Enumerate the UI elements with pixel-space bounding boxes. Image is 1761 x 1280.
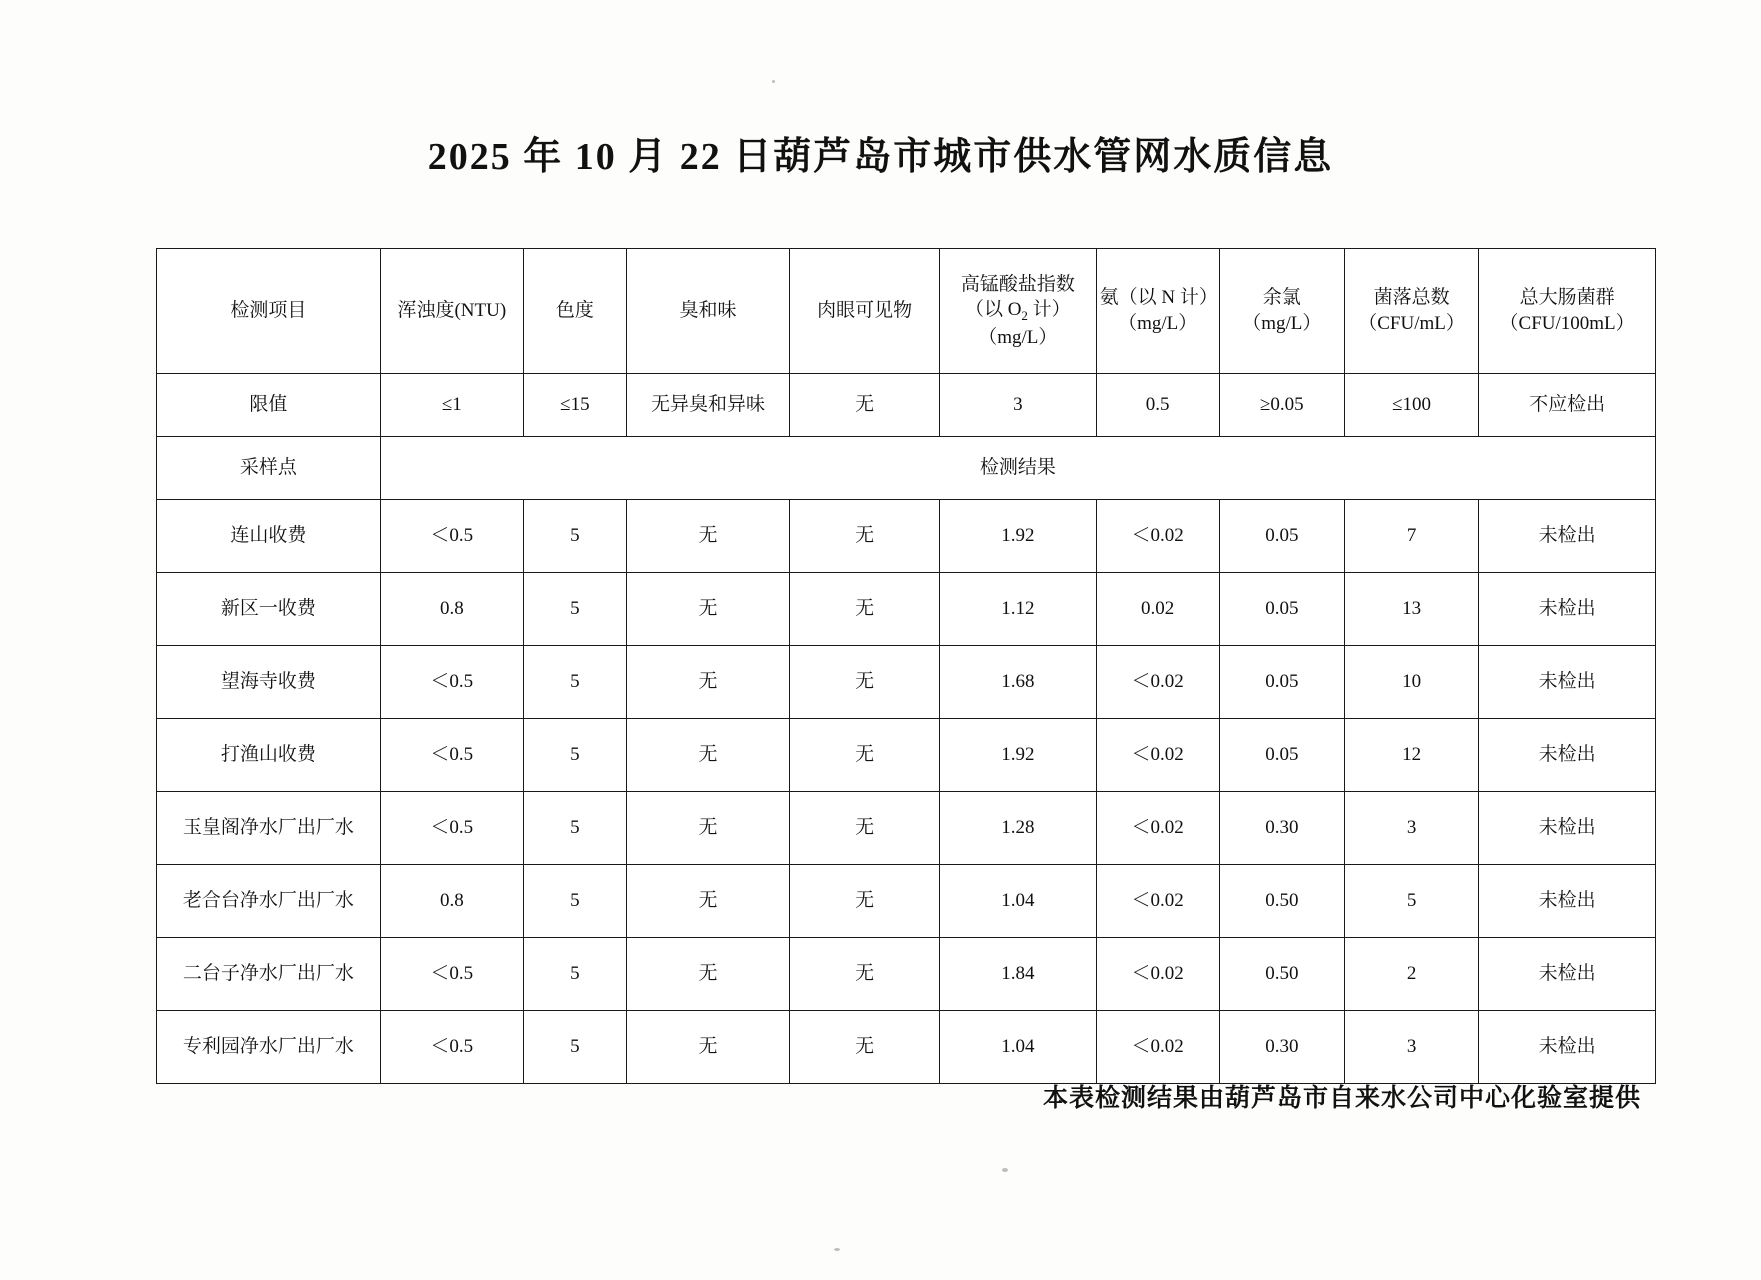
header-coliform-line1: 总大肠菌群 (1519, 287, 1615, 309)
row-site-name: 老合台净水厂出厂水 (157, 865, 381, 938)
cell-ammonia: ＜0.02 (1096, 865, 1219, 938)
cell-turbidity: ＜0.5 (380, 1011, 523, 1084)
limit-chlorine: ≥0.05 (1219, 374, 1344, 437)
cell-colony: 10 (1344, 646, 1478, 719)
table-row (157, 646, 1656, 719)
row-site-name: 新区一收费 (157, 573, 381, 646)
cell-permanganate: 1.68 (940, 646, 1097, 719)
limit-chroma: ≤15 (523, 374, 626, 437)
cell-ammonia: 0.02 (1096, 573, 1219, 646)
cell-odor: 无 (626, 865, 789, 938)
cell-odor: 无 (626, 938, 789, 1011)
cell-turbidity: ＜0.5 (380, 500, 523, 573)
cell-colony: 2 (1344, 938, 1478, 1011)
cell-colony: 3 (1344, 1011, 1478, 1084)
cell-coliform: 未检出 (1479, 719, 1656, 792)
header-permanganate-line3: （mg/L） (978, 326, 1058, 348)
header-odor: 臭和味 (626, 249, 789, 374)
row-site-name: 打渔山收费 (157, 719, 381, 792)
limit-turbidity: ≤1 (380, 374, 523, 437)
header-residual-chlorine (1219, 249, 1344, 374)
page-title: 2025 年 10 月 22 日葫芦岛市城市供水管网水质信息 (427, 136, 1334, 178)
test-result-label: 检测结果 (380, 437, 1655, 500)
table-row (157, 500, 1656, 573)
limit-coliform: 不应检出 (1479, 374, 1656, 437)
row-site-name: 专利园净水厂出厂水 (157, 1011, 381, 1084)
cell-chlorine: 0.50 (1219, 938, 1344, 1011)
scan-speck (1002, 1168, 1008, 1172)
cell-permanganate: 1.92 (940, 719, 1097, 792)
table-row (157, 792, 1656, 865)
table-body (157, 374, 1656, 1084)
table-row (157, 865, 1656, 938)
cell-ammonia: ＜0.02 (1096, 792, 1219, 865)
cell-turbidity: ＜0.5 (380, 938, 523, 1011)
header-permanganate-line2-pre: （以 O (964, 299, 1022, 321)
cell-visible-matter: 无 (790, 1011, 940, 1084)
cell-chlorine: 0.50 (1219, 865, 1344, 938)
cell-visible-matter: 无 (790, 573, 940, 646)
cell-coliform: 未检出 (1479, 573, 1656, 646)
table-header (157, 249, 1656, 374)
cell-visible-matter: 无 (790, 646, 940, 719)
limit-ammonia: 0.5 (1096, 374, 1219, 437)
row-site-name: 连山收费 (157, 500, 381, 573)
header-chroma: 色度 (523, 249, 626, 374)
header-ammonia-line2: （mg/L） (1118, 313, 1198, 334)
header-row (157, 249, 1656, 374)
water-quality-table (156, 248, 1656, 1084)
cell-chroma: 5 (523, 646, 626, 719)
cell-chlorine: 0.05 (1219, 719, 1344, 792)
header-permanganate-line2-post: 计） (1027, 299, 1071, 321)
cell-chroma: 5 (523, 1011, 626, 1084)
cell-chroma: 5 (523, 792, 626, 865)
table-row (157, 938, 1656, 1011)
cell-odor: 无 (626, 792, 789, 865)
header-colony-count (1344, 249, 1478, 374)
cell-turbidity: ＜0.5 (380, 792, 523, 865)
cell-odor: 无 (626, 646, 789, 719)
header-colony-line1: 菌落总数 (1373, 287, 1450, 309)
header-permanganate-index (940, 249, 1097, 374)
cell-turbidity: ＜0.5 (380, 646, 523, 719)
cell-chlorine: 0.05 (1219, 646, 1344, 719)
cell-chlorine: 0.05 (1219, 500, 1344, 573)
cell-colony: 12 (1344, 719, 1478, 792)
limit-colony: ≤100 (1344, 374, 1478, 437)
footnote-text: 本表检测结果由葫芦岛市自来水公司中心化验室提供 (1042, 1085, 1641, 1112)
cell-coliform: 未检出 (1479, 792, 1656, 865)
cell-visible-matter: 无 (790, 792, 940, 865)
table-row (157, 573, 1656, 646)
header-total-coliform (1479, 249, 1656, 374)
cell-coliform: 未检出 (1479, 500, 1656, 573)
limit-visible-matter: 无 (790, 374, 940, 437)
cell-chroma: 5 (523, 573, 626, 646)
cell-visible-matter: 无 (790, 938, 940, 1011)
cell-chlorine: 0.05 (1219, 573, 1344, 646)
table-row (157, 1011, 1656, 1084)
scan-speck (772, 80, 775, 83)
cell-odor: 无 (626, 573, 789, 646)
cell-permanganate: 1.28 (940, 792, 1097, 865)
header-permanganate-line1: 高锰酸盐指数 (960, 273, 1075, 295)
cell-turbidity: 0.8 (380, 573, 523, 646)
cell-ammonia: ＜0.02 (1096, 719, 1219, 792)
header-permanganate-subscript: 2 (1021, 308, 1028, 324)
row-site-name: 玉皇阁净水厂出厂水 (157, 792, 381, 865)
limit-value-row (157, 374, 1656, 437)
cell-chroma: 5 (523, 865, 626, 938)
cell-permanganate: 1.84 (940, 938, 1097, 1011)
cell-odor: 无 (626, 719, 789, 792)
cell-turbidity: 0.8 (380, 865, 523, 938)
header-permanganate-line2 (943, 297, 1093, 324)
limit-odor: 无异臭和异味 (626, 374, 789, 437)
cell-colony: 3 (1344, 792, 1478, 865)
table-row (157, 719, 1656, 792)
header-coliform-line2: （CFU/100mL） (1499, 313, 1635, 334)
cell-visible-matter: 无 (790, 500, 940, 573)
header-turbidity: 浑浊度(NTU) (380, 249, 523, 374)
cell-coliform: 未检出 (1479, 1011, 1656, 1084)
row-site-name: 望海寺收费 (157, 646, 381, 719)
cell-permanganate: 1.04 (940, 1011, 1097, 1084)
cell-ammonia: ＜0.02 (1096, 938, 1219, 1011)
limit-row-label: 限值 (157, 374, 381, 437)
cell-visible-matter: 无 (790, 865, 940, 938)
header-item: 检测项目 (157, 249, 381, 374)
header-chlorine-line2: （mg/L） (1242, 313, 1322, 334)
cell-chroma: 5 (523, 719, 626, 792)
cell-permanganate: 1.12 (940, 573, 1097, 646)
cell-chroma: 5 (523, 938, 626, 1011)
header-chlorine-line1: 余氯 (1262, 287, 1301, 309)
cell-chlorine: 0.30 (1219, 792, 1344, 865)
cell-ammonia: ＜0.02 (1096, 500, 1219, 573)
row-site-name: 二台子净水厂出厂水 (157, 938, 381, 1011)
cell-permanganate: 1.04 (940, 865, 1097, 938)
cell-odor: 无 (626, 1011, 789, 1084)
header-colony-line2: （CFU/mL） (1358, 313, 1465, 334)
header-ammonia (1096, 249, 1219, 374)
cell-colony: 5 (1344, 865, 1478, 938)
cell-coliform: 未检出 (1479, 646, 1656, 719)
header-ammonia-line1: 氨（以 N 计） (1099, 287, 1218, 309)
cell-chroma: 5 (523, 500, 626, 573)
water-quality-table-container (156, 248, 1656, 1084)
cell-ammonia: ＜0.02 (1096, 1011, 1219, 1084)
sampling-point-label: 采样点 (157, 437, 381, 500)
cell-odor: 无 (626, 500, 789, 573)
sampling-point-header-row (157, 437, 1656, 500)
cell-coliform: 未检出 (1479, 865, 1656, 938)
scan-speck (834, 1248, 840, 1251)
cell-colony: 7 (1344, 500, 1478, 573)
cell-visible-matter: 无 (790, 719, 940, 792)
cell-colony: 13 (1344, 573, 1478, 646)
cell-turbidity: ＜0.5 (380, 719, 523, 792)
header-visible-matter: 肉眼可见物 (790, 249, 940, 374)
cell-chlorine: 0.30 (1219, 1011, 1344, 1084)
limit-permanganate: 3 (940, 374, 1097, 437)
cell-coliform: 未检出 (1479, 938, 1656, 1011)
cell-permanganate: 1.92 (940, 500, 1097, 573)
cell-ammonia: ＜0.02 (1096, 646, 1219, 719)
